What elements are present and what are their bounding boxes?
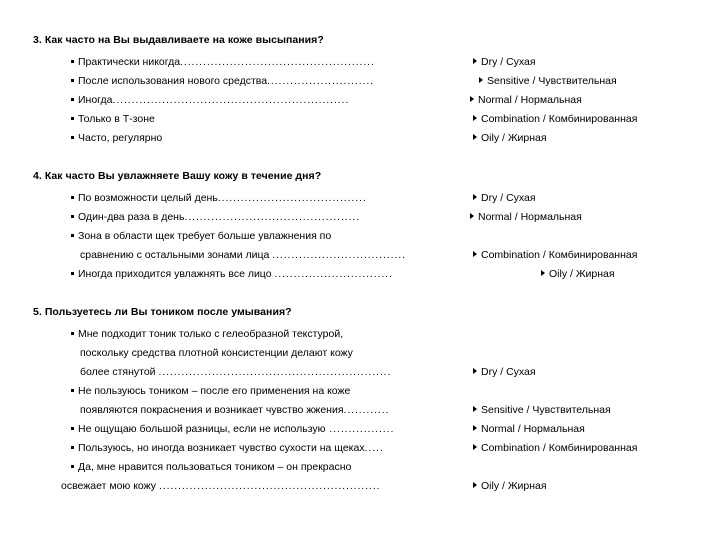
triangle-right-icon — [473, 425, 477, 431]
answer-right — [473, 246, 637, 265]
answer-text: Не ощущаю большой разницы, если не использую — [78, 423, 326, 435]
bullet-icon — [71, 196, 74, 199]
question-block-3 — [33, 33, 702, 148]
dot-leader: ................. — [325, 423, 395, 435]
answer-list-5 — [33, 325, 702, 496]
dot-leader: ....................................... — [217, 192, 367, 204]
answer-row-continuation[interactable] — [33, 344, 702, 363]
triangle-right-icon — [473, 115, 477, 121]
bullet-icon — [71, 465, 74, 468]
answer-left — [71, 208, 702, 227]
bullet-icon — [71, 332, 74, 335]
answer-right — [473, 363, 536, 382]
answer-row[interactable] — [33, 189, 702, 208]
skin-type-label: Oily / Жирная — [481, 480, 547, 492]
bullet-icon — [71, 98, 74, 101]
answer-text: Иногда приходится увлажнять все лицо — [78, 268, 272, 280]
answer-text: появляются покраснения и возникает чувство жжения — [80, 404, 344, 416]
answer-left — [61, 477, 702, 496]
answer-row[interactable] — [33, 110, 702, 129]
question-block-5 — [33, 305, 702, 496]
dot-leader: ............................................................. — [158, 366, 392, 378]
skin-type-label: Combination / Комбинированная — [481, 249, 638, 261]
triangle-right-icon — [473, 406, 477, 412]
answer-row[interactable] — [33, 227, 702, 246]
answer-left — [71, 382, 702, 401]
answer-row[interactable] — [33, 91, 702, 110]
bullet-icon — [71, 272, 74, 275]
answer-right — [541, 265, 615, 284]
answer-left — [80, 363, 702, 382]
triangle-right-icon — [473, 251, 477, 257]
answer-list-4 — [33, 189, 702, 284]
triangle-right-icon — [473, 444, 477, 450]
skin-type-label: Dry / Сухая — [481, 366, 536, 378]
answer-row[interactable] — [33, 325, 702, 344]
answer-right — [473, 439, 637, 458]
answer-left — [71, 53, 702, 72]
triangle-right-icon — [473, 134, 477, 140]
dot-leader: .......................................................... — [158, 480, 381, 492]
answer-row-continuation[interactable] — [33, 477, 702, 496]
bullet-icon — [71, 117, 74, 120]
dot-leader: ................................... — [272, 249, 406, 261]
answer-right — [473, 420, 585, 439]
triangle-right-icon — [473, 368, 477, 374]
answer-text: После использования нового средства — [78, 75, 268, 87]
bullet-icon — [71, 60, 74, 63]
answer-right — [473, 129, 547, 148]
question-title-4: 4. Как часто Вы увлажняете Вашу кожу в течение дня? — [33, 170, 322, 182]
bullet-icon — [71, 79, 74, 82]
answer-right — [470, 208, 582, 227]
answer-text: Один-два раза в день — [78, 211, 185, 223]
answer-row-continuation[interactable] — [33, 401, 702, 420]
answer-row[interactable] — [33, 439, 702, 458]
skin-type-label: Normal / Нормальная — [478, 211, 582, 223]
answer-text: Да, мне нравится пользоваться тоником – он прекрасно — [78, 461, 352, 473]
answer-left — [71, 458, 702, 477]
answer-row[interactable] — [33, 458, 702, 477]
answer-row[interactable] — [33, 265, 702, 284]
answer-text: Часто, регулярно — [78, 132, 163, 144]
skin-type-label: Normal / Нормальная — [478, 94, 582, 106]
skin-type-label: Oily / Жирная — [549, 268, 615, 280]
triangle-right-icon — [473, 194, 477, 200]
answer-left — [80, 344, 702, 363]
answer-text: поскольку средства плотной консистенции делают кожу — [80, 347, 353, 359]
answer-text: Иногда — [78, 94, 113, 106]
answer-text: сравнению с остальными зонами лица — [80, 249, 270, 261]
answer-right — [479, 72, 617, 91]
answer-text: Зона в области щек требует больше увлажнения по — [78, 230, 332, 242]
answer-row[interactable] — [33, 382, 702, 401]
bullet-icon — [71, 215, 74, 218]
answer-left — [71, 420, 702, 439]
answer-left — [71, 189, 702, 208]
answer-left — [71, 227, 702, 246]
answer-text: По возможности целый день — [78, 192, 218, 204]
dot-leader: .............................................................. — [112, 94, 350, 106]
answer-text: Не пользуюсь тоником – после его применения на коже — [78, 385, 351, 397]
answer-row[interactable] — [33, 420, 702, 439]
answer-row[interactable] — [33, 53, 702, 72]
answer-list-3 — [33, 53, 702, 148]
triangle-right-icon — [470, 213, 474, 219]
triangle-right-icon — [541, 270, 545, 276]
question-title-5: 5. Пользуетесь ли Вы тоником после умывания? — [33, 306, 292, 318]
answer-text: Мне подходит тоник только с гелеобразной текстурой, — [78, 328, 344, 340]
answer-right — [473, 477, 547, 496]
dot-leader: ................................................... — [180, 56, 375, 68]
triangle-right-icon — [473, 58, 477, 64]
answer-right — [473, 53, 536, 72]
dot-leader: ..... — [364, 442, 384, 454]
dot-leader: ............................... — [274, 268, 393, 280]
skin-type-label: Dry / Сухая — [481, 192, 536, 204]
bullet-icon — [71, 446, 74, 449]
answer-text: Только в Т-зоне — [78, 113, 155, 125]
triangle-right-icon — [470, 96, 474, 102]
dot-leader: ............................ — [267, 75, 374, 87]
skin-type-label: Combination / Комбинированная — [481, 442, 638, 454]
answer-row[interactable] — [33, 72, 702, 91]
answer-left — [71, 129, 702, 148]
answer-text: более стянутой — [80, 366, 156, 378]
answer-right — [473, 401, 611, 420]
dot-leader: ............ — [343, 404, 390, 416]
answer-text: освежает мою кожу — [61, 480, 157, 492]
skin-type-label: Dry / Сухая — [481, 56, 536, 68]
bullet-icon — [71, 136, 74, 139]
bullet-icon — [71, 389, 74, 392]
triangle-right-icon — [479, 77, 483, 83]
answer-right — [470, 91, 582, 110]
answer-left — [71, 325, 702, 344]
answer-right — [473, 110, 637, 129]
skin-type-label: Sensitive / Чувствительная — [487, 75, 617, 87]
question-block-4 — [33, 169, 702, 284]
skin-type-label: Sensitive / Чувствительная — [481, 404, 611, 416]
skin-type-label: Combination / Комбинированная — [481, 113, 638, 125]
answer-row[interactable] — [33, 129, 702, 148]
question-title-3: 3. Как часто на Вы выдавливаете на коже высыпания? — [33, 34, 324, 46]
dot-leader: .............................................. — [184, 211, 361, 223]
skin-type-label: Oily / Жирная — [481, 132, 547, 144]
answer-text: Практически никогда — [78, 56, 181, 68]
answer-text: Пользуюсь, но иногда возникает чувство сухости на щеках — [78, 442, 365, 454]
answer-left — [71, 91, 702, 110]
triangle-right-icon — [473, 482, 477, 488]
answer-right — [473, 189, 536, 208]
bullet-icon — [71, 234, 74, 237]
answer-row[interactable] — [33, 208, 702, 227]
answer-row-continuation[interactable] — [33, 363, 702, 382]
answer-row-continuation[interactable] — [33, 246, 702, 265]
bullet-icon — [71, 427, 74, 430]
skin-type-label: Normal / Нормальная — [481, 423, 585, 435]
